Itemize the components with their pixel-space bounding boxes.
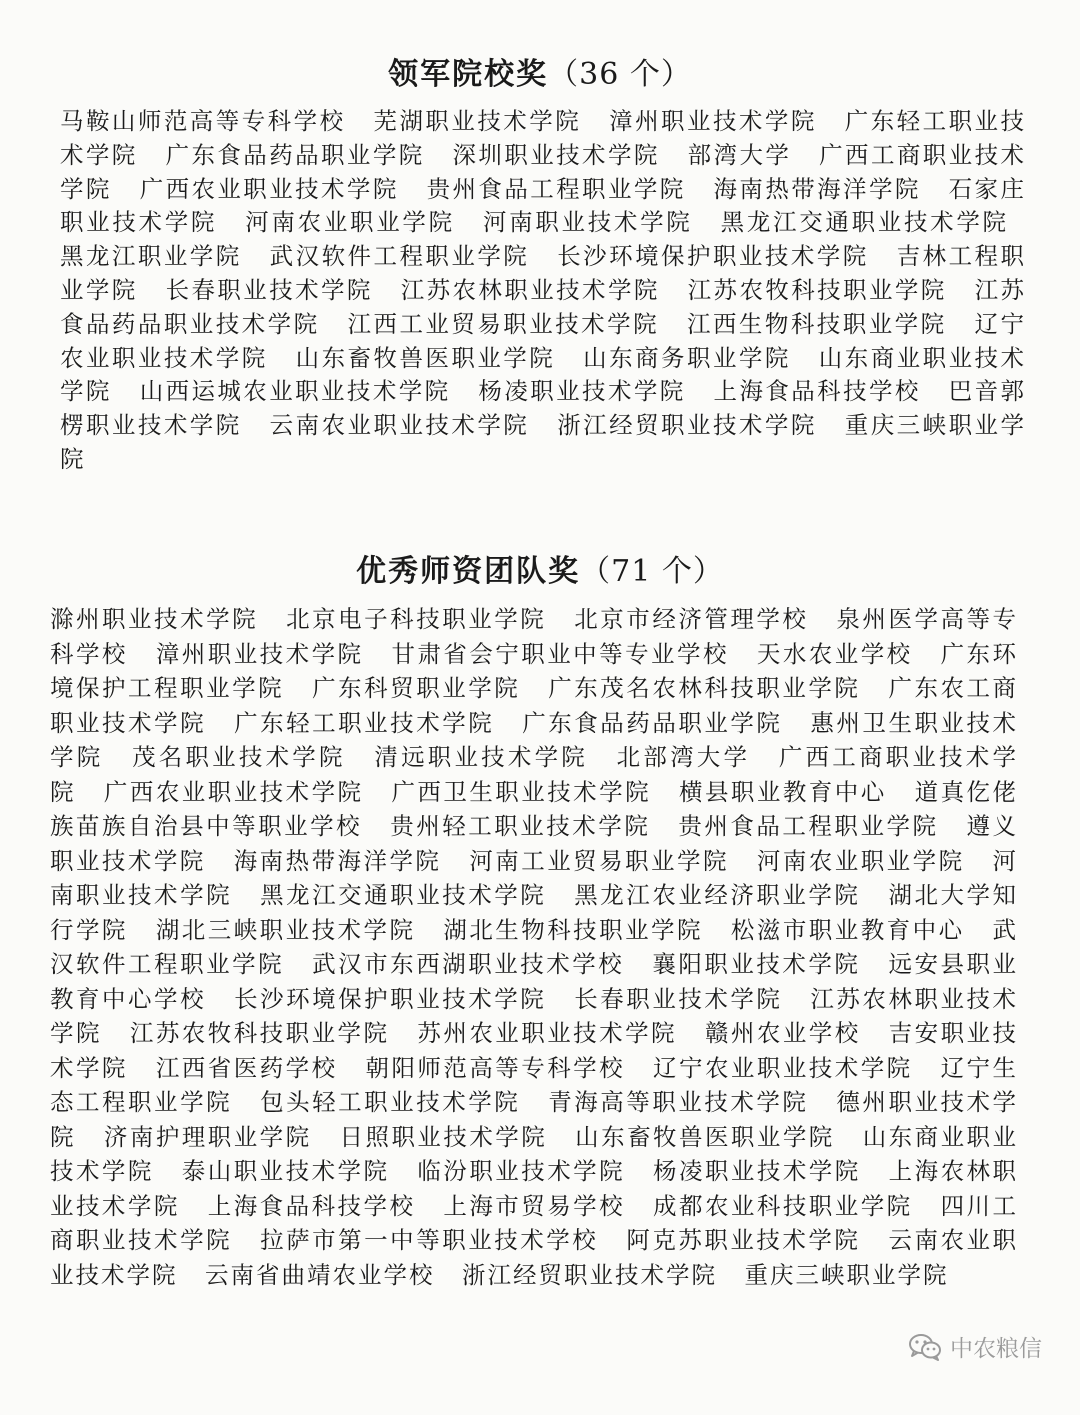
institution-name: 道真仡佬族苗族自治县中等职业学校	[50, 777, 1019, 840]
institution-name: 马鞍山师范高等专科学校	[60, 107, 346, 135]
institution-name: 云南农业职业技术学院	[269, 411, 530, 440]
institution-name: 漳州职业技术学院	[609, 107, 817, 135]
award-list	[50, 602, 1018, 1292]
institution-name: 天水农业学校	[756, 639, 913, 668]
institution-name: 黑龙江职业学院	[60, 242, 242, 271]
institution-name: 山东商业职业技术学院	[60, 343, 1027, 406]
institution-name: 江西生物科技职业学院	[687, 309, 947, 338]
institution-name: 石家庄职业技术学院	[60, 174, 1026, 237]
institution-name: 山东畜牧兽医职业学院	[575, 1122, 835, 1151]
institution-name: 广东农工商职业技术学院	[50, 674, 1019, 737]
institution-name: 重庆三峡职业学院	[744, 1260, 949, 1289]
section-title-text: 优秀师资团队奖	[356, 554, 581, 589]
institution-name: 上海农林职业技术学院	[50, 1157, 1018, 1220]
institution-name: 襄阳职业技术学院	[652, 950, 861, 978]
institution-name: 贵州食品工程职业学院	[678, 812, 939, 840]
institution-name: 长春职业技术学院	[574, 984, 783, 1013]
institution-name: 黑龙江交通职业技术学院	[720, 208, 1009, 237]
institution-name: 广西农业职业技术学院	[139, 174, 399, 203]
institution-name: 江苏食品药品职业技术学院	[60, 275, 1026, 338]
watermark-text: 中农粮信	[950, 1336, 1042, 1362]
institution-name: 巴音郭楞职业技术学院	[60, 377, 1026, 440]
institution-name: 惠州卫生职业技术学院	[50, 708, 1019, 771]
institution-name: 北部湾大学	[616, 743, 751, 771]
institution-name: 河南职业技术学院	[50, 846, 1018, 909]
section-count: （71 个）	[580, 554, 724, 589]
institution-name: 松滋市职业教育中心	[730, 915, 965, 944]
institution-name: 上海食品科技学校	[207, 1191, 416, 1220]
section-title	[0, 55, 1080, 95]
institution-name: 广东环境保护工程职业学院	[50, 639, 1018, 702]
institution-name: 四川工商职业技术学院	[50, 1191, 1019, 1254]
institution-name: 芜湖职业技术学院	[373, 107, 582, 135]
institution-name: 北京市经济管理学校	[574, 605, 809, 633]
institution-name: 贵州轻工职业技术学院	[390, 812, 651, 840]
institution-name: 杨凌职业技术学院	[653, 1157, 861, 1185]
institution-name: 云南省曲靖农业学校	[204, 1260, 435, 1289]
institution-name: 广东茂名农林科技职业学院	[548, 674, 861, 702]
institution-name: 山东商务职业学院	[583, 343, 791, 372]
institution-name: 浙江经贸职业技术学院	[557, 411, 817, 440]
institution-name: 湖北三峡职业技术学院	[155, 915, 416, 944]
institution-name: 江苏农林职业技术学院	[400, 275, 660, 304]
institution-name: 海南热带海洋学院	[233, 846, 442, 875]
section-teacher-teams	[0, 552, 1080, 1292]
section-leading-schools	[0, 55, 1080, 477]
institution-name: 广西农业职业技术学院	[103, 777, 364, 806]
institution-name: 朝阳师范高等专科学校	[365, 1053, 626, 1082]
institution-name: 吉林工程职业学院	[60, 242, 1026, 304]
institution-name: 清远职业技术学院	[374, 743, 588, 771]
institution-name: 重庆三峡职业学院	[60, 411, 1027, 473]
institution-name: 广东食品药品职业学院	[165, 140, 425, 169]
wechat-icon	[908, 1333, 942, 1361]
institution-name: 山东畜牧兽医职业学院	[295, 343, 556, 372]
institution-name: 泉州医学高等专科学校	[50, 605, 1019, 668]
institution-name: 广东食品药品职业学院	[522, 708, 783, 737]
institution-name: 山西运城农业职业技术学院	[139, 377, 451, 406]
section-title	[0, 552, 1080, 592]
institution-name: 甘肃省会宁职业中等专业学校	[391, 639, 729, 668]
institution-name: 武汉软件工程职业学院	[50, 915, 1018, 978]
institution-name: 广西工商职业技术学院	[50, 743, 1018, 806]
institution-name: 北京电子科技职业学院	[286, 605, 547, 633]
institution-name: 上海市贸易学校	[443, 1191, 626, 1220]
institution-name: 黑龙江农业经济职业学院	[574, 881, 861, 909]
institution-name: 成都农业科技职业学院	[653, 1191, 913, 1220]
institution-name: 长沙环境保护职业技术学院	[234, 984, 547, 1013]
institution-name: 浙江经贸职业技术学院	[461, 1260, 717, 1289]
institution-name: 广西卫生职业技术学院	[391, 777, 652, 806]
institution-name: 湖北生物科技职业学院	[443, 915, 703, 944]
institution-name: 辽宁生态工程职业学院	[50, 1053, 1019, 1116]
institution-name: 湖北大学知行学院	[50, 881, 1019, 944]
institution-name: 包头轻工职业技术学院	[260, 1088, 521, 1116]
institution-name: 海南热带海洋学院	[713, 174, 921, 203]
institution-name: 黑龙江交通职业技术学院	[260, 881, 547, 909]
institution-name: 云南农业职业技术学院	[50, 1226, 1019, 1289]
award-list	[60, 105, 1026, 477]
section-title-text: 领军院校奖	[388, 57, 549, 92]
institution-name: 部湾大学	[687, 140, 792, 169]
institution-name: 茂名职业技术学院	[132, 743, 346, 771]
institution-name: 河南农业职业学院	[756, 846, 965, 875]
institution-name: 济南护理职业学院	[103, 1122, 312, 1151]
institution-name: 江苏农牧科技职业学院	[129, 1019, 390, 1047]
institution-name: 赣州农业学校	[704, 1019, 861, 1047]
institution-name: 杨凌职业技术学院	[478, 377, 686, 406]
institution-name: 阿克苏职业技术学院	[626, 1226, 861, 1254]
institution-name: 江西省医药学校	[155, 1053, 338, 1082]
institution-name: 遵义职业技术学院	[50, 812, 1019, 875]
institution-name: 贵州食品工程职业学院	[426, 174, 686, 203]
section-count: （36 个）	[548, 57, 692, 92]
institution-name: 上海食品科技学校	[713, 377, 921, 406]
institution-name: 滁州职业技术学院	[50, 605, 259, 633]
institution-name: 吉安职业技术学院	[50, 1019, 1018, 1082]
institution-name: 江苏农林职业技术学院	[50, 984, 1019, 1047]
institution-name: 江西工业贸易职业技术学院	[347, 309, 660, 338]
institution-name: 泰山职业技术学院	[181, 1157, 390, 1185]
institution-name: 德州职业技术学院	[50, 1088, 1019, 1151]
institution-name: 横县职业教育中心	[679, 777, 887, 806]
institution-name: 辽宁农业职业技术学院	[60, 309, 1027, 372]
institution-name: 辽宁农业职业技术学院	[653, 1053, 913, 1082]
institution-name: 河南工业贸易职业学院	[469, 846, 729, 875]
institution-name: 广东科贸职业学院	[312, 674, 521, 702]
institution-name: 河南农业职业学院	[245, 208, 455, 237]
institution-name: 日照职业技术学院	[339, 1122, 548, 1151]
institution-name: 漳州职业技术学院	[155, 639, 364, 668]
institution-name: 山东商业职业技术学院	[50, 1122, 1019, 1185]
institution-name: 武汉市东西湖职业技术学校	[312, 950, 625, 978]
institution-name: 临汾职业技术学院	[417, 1157, 626, 1185]
institution-name: 广西工商职业技术学院	[60, 140, 1026, 203]
institution-name: 长春职业技术学院	[165, 275, 373, 304]
institution-name: 河南职业技术学院	[482, 208, 693, 237]
institution-name: 深圳职业技术学院	[452, 140, 660, 169]
watermark	[908, 1330, 1042, 1363]
institution-name: 广东轻工职业技术学院	[60, 107, 1027, 169]
institution-name: 江苏农牧科技职业学院	[687, 275, 947, 304]
institution-name: 武汉软件工程职业学院	[269, 242, 530, 271]
institution-name: 长沙环境保护职业技术学院	[557, 242, 869, 271]
institution-name: 青海高等职业技术学院	[548, 1088, 809, 1116]
institution-name: 拉萨市第一中等职业技术学校	[260, 1226, 599, 1254]
institution-name: 广东轻工职业技术学院	[234, 708, 495, 737]
institution-name: 苏州农业职业技术学院	[417, 1019, 678, 1047]
institution-name: 远安县职业教育中心学校	[50, 950, 1019, 1013]
